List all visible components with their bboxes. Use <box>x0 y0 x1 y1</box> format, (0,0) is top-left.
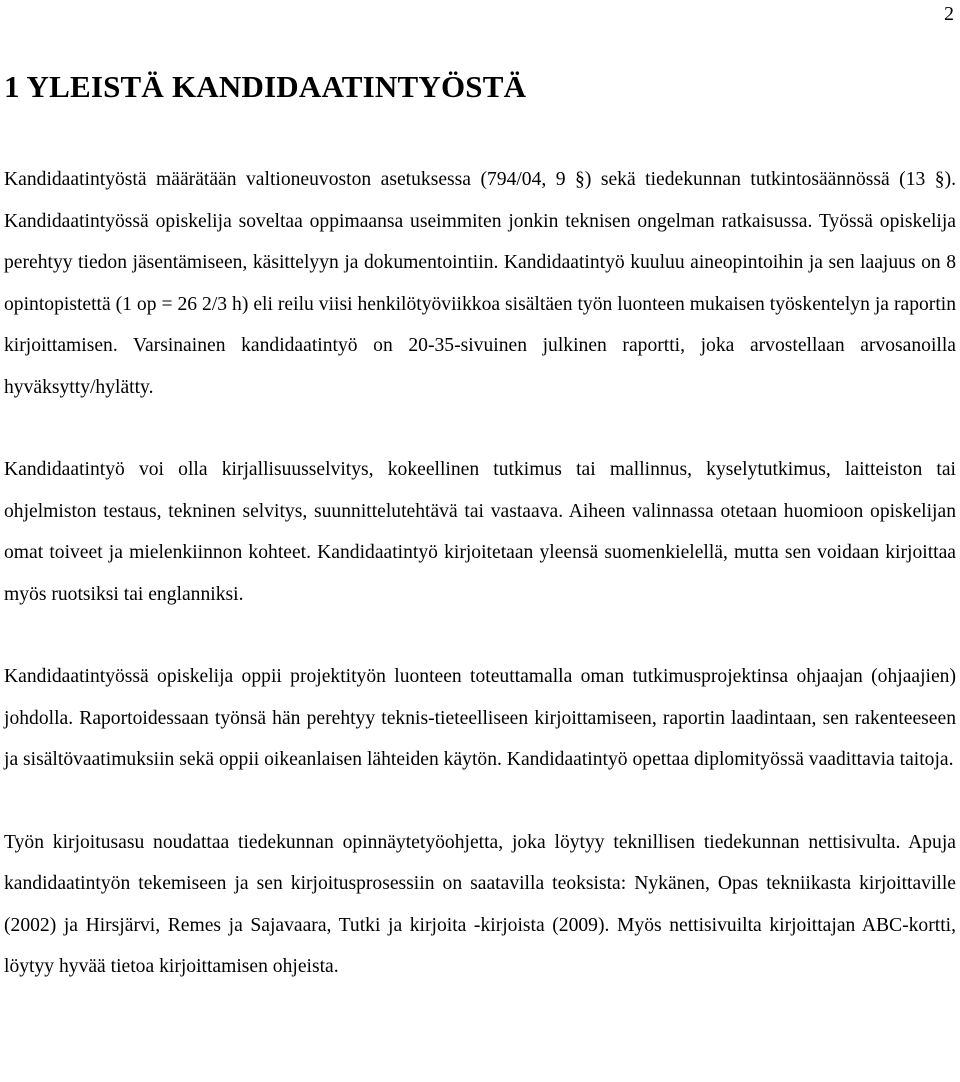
body-text <box>4 159 956 1029</box>
paragraph: Työn kirjoitusasu noudattaa tiedekunnan opinnäytetyöohjetta, joka löytyy teknillisen tiedekunnan nettisivulta. Apuja kandidaatintyön tekemiseen ja sen kirjoitusprosessiin on saatavilla teoksista: Nykänen, Opas tekniikasta kirjoittaville (2002) ja Hirsjärvi, Remes ja Sajavaara, Tutki ja kirjoita -kirjoista (2009). Myös nettisivuilta kirjoittajan ABC-kortti, löytyy hyvää tietoa kirjoittamisen ohjeista. <box>4 831 956 977</box>
paragraph: Kandidaatintyö voi olla kirjallisuusselvitys, kokeellinen tutkimus tai mallinnus, kyselytutkimus, laitteiston tai ohjelmiston testaus, tekninen selvitys, suunnittelutehtävä tai vastaava. Aiheen valinnassa otetaan huomioon opiskelijan omat toiveet ja mielenkiinnon kohteet. Kandidaatintyö kirjoitetaan yleensä suomenkielellä, mutta sen voidaan kirjoittaa myös ruotsiksi tai englanniksi. <box>4 459 956 605</box>
section-heading: 1 YLEISTÄ KANDIDAATINTYÖSTÄ <box>4 69 527 104</box>
paragraph: Kandidaatintyöstä määrätään valtioneuvoston asetuksessa (794/04, 9 §) sekä tiedekunnan tutkintosäännössä (13 §). Kandidaatintyössä opiskelija soveltaa oppimaansa useimmiten jonkin teknisen ongelman ratkaisussa. Työssä opiskelija perehtyy tiedon jäsentämiseen, käsittelyyn ja dokumentointiin. Kandidaatintyö kuuluu aineopintoihin ja sen laajuus on 8 opintopistettä (1 op = 26 2/3 h) eli reilu viisi henkilötyöviikkoa sisältäen työn luonteen mukaisen työskentelyn ja raportin kirjoittamisen. Varsinainen kandidaatintyö on 20-35-sivuinen julkinen raportti, joka arvostellaan arvosanoilla hyväksytty/hylätty. <box>4 169 956 398</box>
page-number: 2 <box>944 3 954 25</box>
paragraph: Kandidaatintyössä opiskelija oppii projektityön luonteen toteuttamalla oman tutkimusprojektinsa ohjaajan (ohjaajien) johdolla. Raportoidessaan työnsä hän perehtyy teknis-tieteelliseen kirjoittamiseen, raportin laadintaan, sen rakenteeseen ja sisältövaatimuksiin sekä oppii oikeanlaisen lähteiden käytön. Kandidaatintyö opettaa diplomityössä vaadittavia taitoja. <box>4 666 956 770</box>
